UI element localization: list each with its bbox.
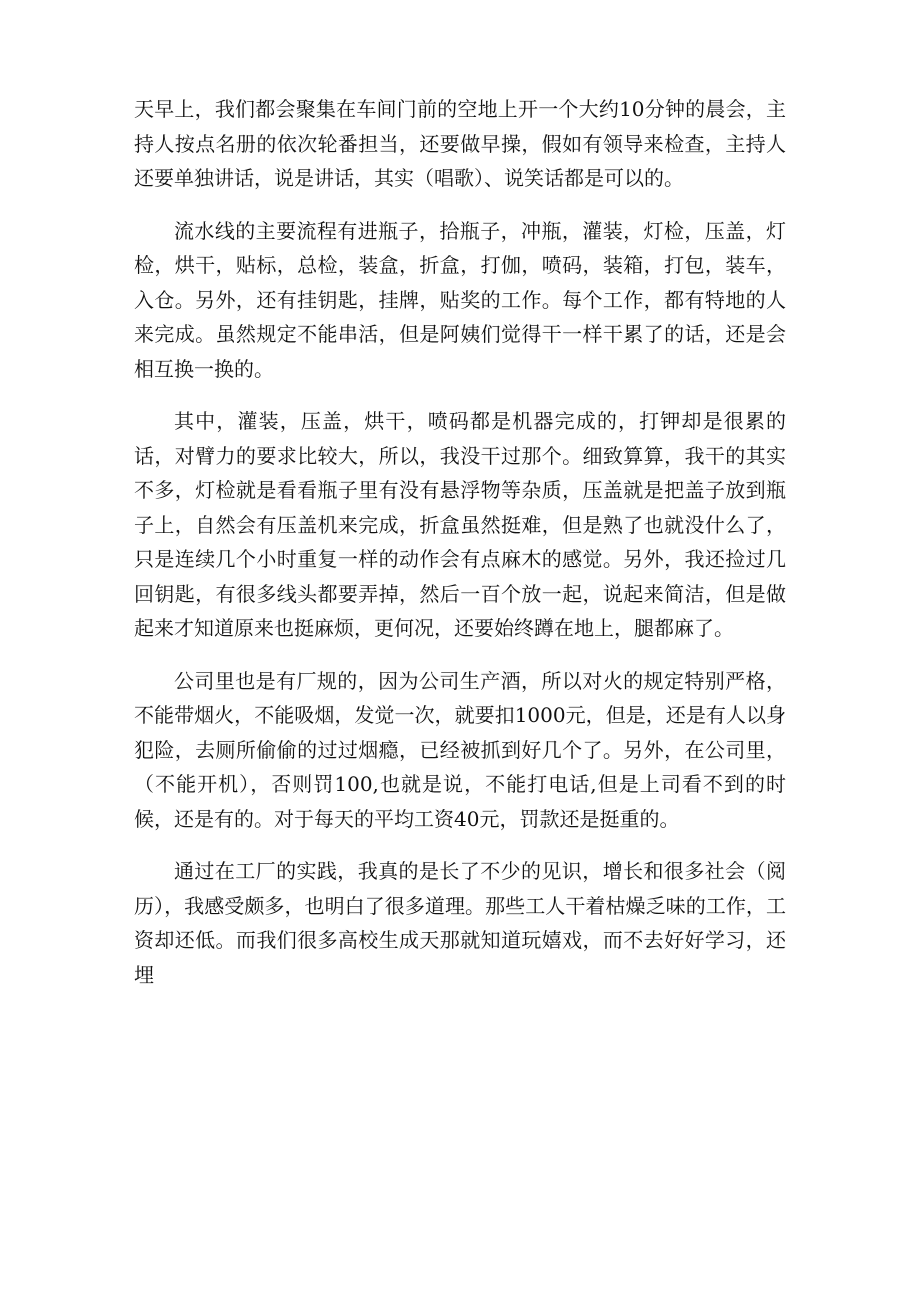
paragraph-5: 通过在工厂的实践，我真的是长了不少的见识，增长和很多社会（阅历），我感受颇多，也明白了很多道理。那些工人干着枯燥乏味的工作，工资却还低。而我们很多高校生成天那就知道玩嬉戏，而不去好好学习，还埋	[134, 859, 786, 987]
paragraph-3: 其中，灌装，压盖，烘干，喷码都是机器完成的，打钾却是很累的话，对臂力的要求比较大，所以，我没干过那个。细致算算，我干的其实不多，灯检就是看看瓶子里有没有悬浮物等杂质，压盖就是把盖子放到瓶子上，自然会有压盖机来完成，折盒虽然挺难，但是熟了也就没什么了，只是连续几个小时重复一样的动作会有点麻木的感觉。另外，我还捡过几回钥匙，有很多线头都要弄掉，然后一百个放一起，说起来简洁，但是做起来才知道原来也挺麻烦，更何况，还要始终蹲在地上，腿都麻了。	[134, 409, 786, 640]
paragraph-1: 天早上，我们都会聚集在车间门前的空地上开一个大约10分钟的晨会，主持人按点名册的依次轮番担当，还要做早操，假如有领导来检查，主持人还要单独讲话，说是讲话，其实（唱歌）、说笑话都是可以的。	[134, 97, 786, 190]
paragraph-2: 流水线的主要流程有进瓶子，拾瓶子，冲瓶，灌装，灯检，压盖，灯检，烘干，贴标，总检，装盒，折盒，打伽，喷码，装箱，打包，装车，入仓。另外，还有挂钥匙，挂牌，贴奖的工作。每个工作，都有特地的人来完成。虽然规定不能串活，但是阿姨们觉得干一样干累了的话，还是会相互换一换的。	[134, 218, 786, 381]
paragraph-4: 公司里也是有厂规的，因为公司生产酒，所以对火的规定特别严格，不能带烟火，不能吸烟，发觉一次，就要扣1000元，但是，还是有人以身犯险，去厕所偷偷的过过烟瘾，已经被抓到好几个了。另外，在公司里，（不能开机），否则罚100,也就是说，不能打电话,但是上司看不到的时候，还是有的。对于每天的平均工资40元，罚款还是挺重的。	[134, 668, 786, 831]
document-body	[134, 92, 786, 1010]
